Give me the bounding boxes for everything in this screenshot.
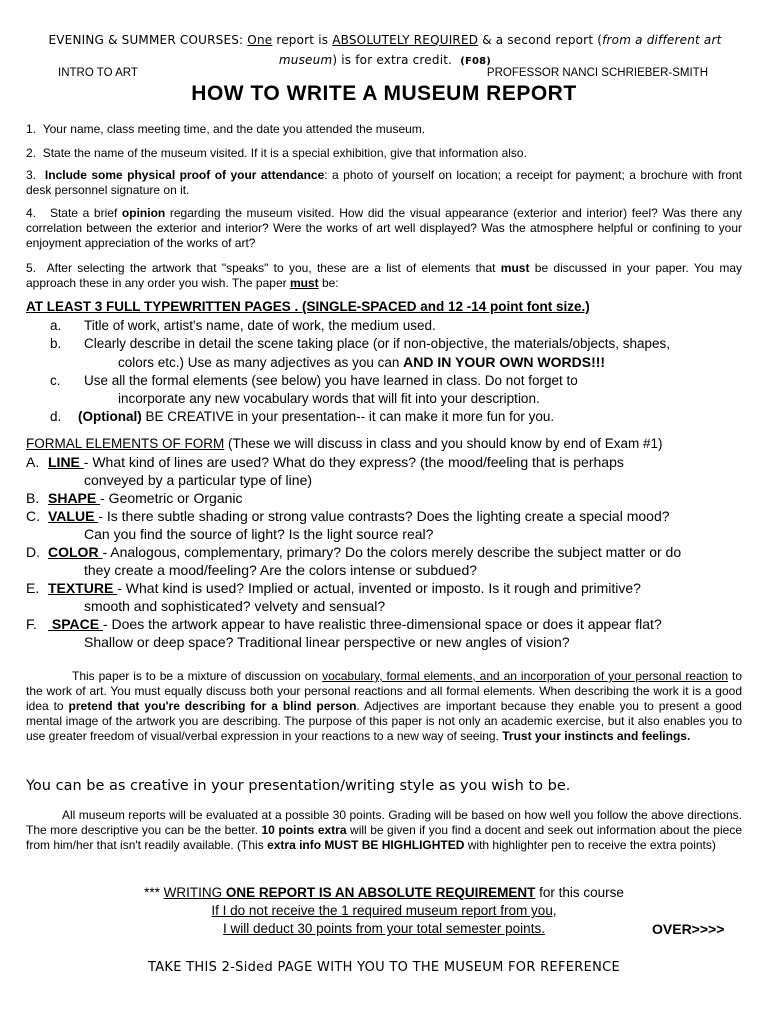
element-shape: B. SHAPE - Geometric or Organic <box>26 490 243 506</box>
page-title: HOW TO WRITE A MUSEUM REPORT <box>191 82 577 105</box>
list-item-4: 4. State a brief opinion regarding the museum visited. How did the visual appearance (exterior and interior) feel? Was there any correlation between the exterior and interior? Were the works of art well displayed? Was the atmosphere helpful or confining to your enjoyment appreciation of the works of art? <box>26 206 742 250</box>
element-value: C. VALUE - Is there subtle shading or strong value contrasts? Does the lighting create a special mood? <box>26 508 670 524</box>
requirements-list: a. Title of work, artist's name, date of work, the medium used. b. Clearly describe in detail the scene taking place (or if non-objective, the materials/objects, shapes, colors etc.) Use as many adjectives as you can AND IN YOUR OWN WORDS!!! c. Use all the formal elements (see below) you have learned in class. Do not forget to incorporate any new vocabulary words that will fit into your description. d. (Optional) BE CREATIVE in your presentation-- it can make it more fun for you. <box>50 317 750 426</box>
course-header-note: EVENING & SUMMER COURSES: One report is ABSOLUTELY REQUIRED & a second report (from a different art museum) is for extra credit. (F08) <box>48 33 722 67</box>
requirement-notice: *** WRITING ONE REPORT IS AN ABSOLUTE REQUIREMENT for this course If I do not receive the 1 required museum report from you, I will deduct 30 points from your total semester points. <box>144 885 624 936</box>
paragraph-discussion: This paper is to be a mixture of discussion on vocabulary, formal elements, and an incorporation of your personal reaction to the work of art. You must equally discuss both your personal reactions and all formal elements. When describing the work it is a good idea to pretend that you're describing for a blind person. Adjectives are important because they enable you to present a good mental image of the artwork you are describing. The purpose of this paper is not only an academic exercise, but it also enables you to use greater freedom of visual/verbal expression in your reactions to a new way of seeing. Trust your instincts and feelings. <box>26 669 743 743</box>
requirement-d: d. (Optional) BE CREATIVE in your presentation-- it can make it more fun for you. <box>50 409 555 424</box>
reference-note: TAKE THIS 2-Sided PAGE WITH YOU TO THE MUSEUM FOR REFERENCE <box>147 960 621 975</box>
element-space: F. SPACE - Does the artwork appear to have realistic three-dimensional space or does it appear flat? <box>26 616 662 632</box>
paragraph-grading: All museum reports will be evaluated at a possible 30 points. Grading will be based on how well you follow the above directions. The more descriptive you can be the better. 10 points extra will be given if you find a docent and seek out information about the piece from him/her that isn't readily available. (This extra info MUST BE HIGHLIGHTED with highlighter pen to receive the extra points) <box>26 808 742 852</box>
requirements-heading: AT LEAST 3 FULL TYPEWRITTEN PAGES . (SINGLE-SPACED and 12 -14 point font size.) <box>26 299 590 314</box>
list-item-5: 5. After selecting the artwork that "speaks" to you, these are a list of elements that must be discussed in your paper. You may approach these in any order you wish. The paper must be: <box>26 261 743 290</box>
list-item-2: 2. State the name of the museum visited. If it is a special exhibition, give that information also. <box>26 146 527 160</box>
professor-name: PROFESSOR NANCI SCHRIEBER-SMITH <box>486 67 708 79</box>
formal-elements: FORMAL ELEMENTS OF FORM (These we will discuss in class and you should know by end of Exam #1) A. LINE - What kind of lines are used? What do they express? (the mood/feeling that is perhaps conveyed by a particular type of line) B. SHAPE - Geometric or Organic C. VALUE - Is there subtle shading or strong value contrasts? Does the lighting create a special mood? Can you find the source of light? Is the light source real? D. COLOR - Analogous, complementary, primary? Do the colors merely describe the subject matter or do they create a mood/feeling? Are the colors intense or subdued? E. TEXTURE - What kind is used? Implied or actual, invented or imposto. Is it rough and primitive? smooth and sophisticated? velvety and sensual? F. SPACE - Does the artwork appear to have realistic three-dimensional space or does it appear flat? Shallow or deep space? Traditional linear perspective or new angles of vision? <box>26 435 742 651</box>
formal-elements-heading: FORMAL ELEMENTS OF FORM (These we will discuss in class and you should know by end of Exam #1) <box>26 436 663 451</box>
requirement-a: a. Title of work, artist's name, date of work, the medium used. <box>50 318 436 333</box>
element-line: A. LINE - What kind of lines are used? What do they express? (the mood/feeling that is perhaps <box>26 454 624 470</box>
element-texture: E. TEXTURE - What kind is used? Implied or actual, invented or imposto. Is it rough and primitive? <box>26 580 641 596</box>
requirement-b: b. Clearly describe in detail the scene taking place (or if non-objective, the materials/objects, shapes, <box>50 336 671 351</box>
over-indicator: OVER>>>> <box>652 921 725 937</box>
creative-statement: You can be as creative in your presentation/writing style as you wish to be. <box>26 778 571 794</box>
course-name: INTRO TO ART <box>58 67 138 79</box>
requirement-c: c. Use all the formal elements (see below) you have learned in class. Do not forget to <box>50 373 578 388</box>
element-color: D. COLOR - Analogous, complementary, primary? Do the colors merely describe the subject matter or do <box>26 544 682 560</box>
list-item-1: 1. Your name, class meeting time, and the date you attended the museum. <box>26 122 426 136</box>
list-item-3: 3. Include some physical proof of your attendance: a photo of yourself on location; a receipt for payment; a brochure with front desk personnel signature on it. <box>26 168 743 197</box>
term-tag: (F08) <box>460 56 492 67</box>
